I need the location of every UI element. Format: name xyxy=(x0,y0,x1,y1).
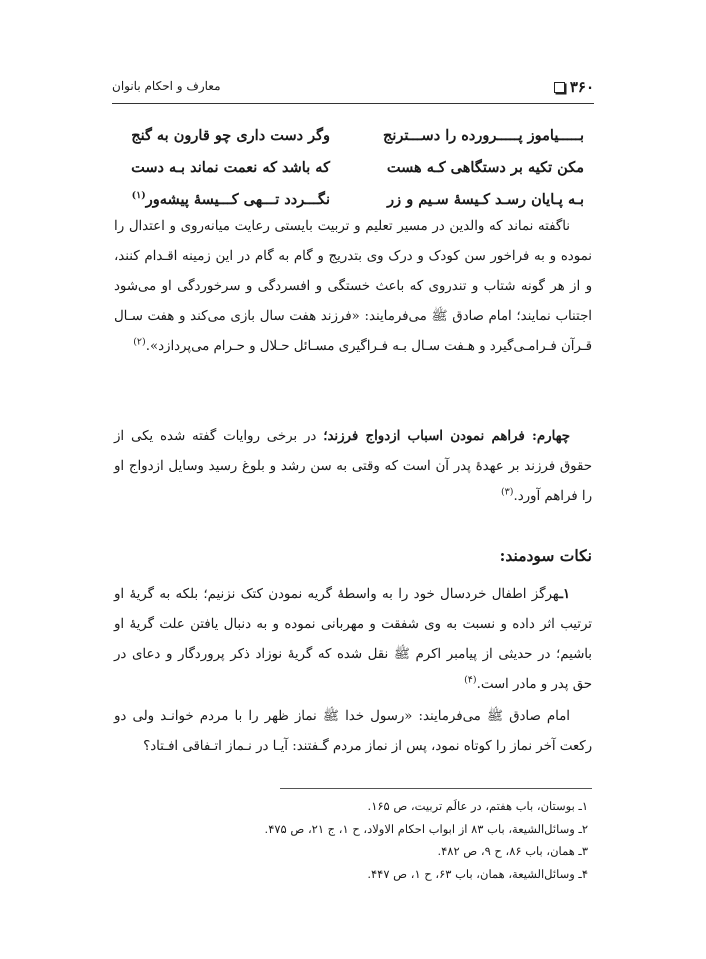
footnote: ۴ـ وسائل‌الشیعة، همان، باب ۶۳، ح ۱، ص ۴۴۷. xyxy=(367,866,588,881)
page-number-text: ۳۶۰ xyxy=(569,78,594,96)
footnote-ref: (۳) xyxy=(500,486,514,498)
footnote-ref: (۱) xyxy=(131,189,146,201)
footnote-ref: (۴) xyxy=(464,674,477,686)
paragraph-text xyxy=(114,702,592,762)
poem-text: نگـــردد تـــهی کـــیسهٔ پیشه‌ور xyxy=(145,190,330,208)
paragraph-body: در برخی روایات گفته شده یکی از حقوق فرزند بر عهدهٔ پدر آن است که وقتی به سن رشد و بلوغ رسید وسایل ازدواج او را فراهم آورد. xyxy=(114,429,592,504)
poem-verse xyxy=(130,183,584,215)
poem-hemistich-left: که باشد که نعمت نماند بـه دست xyxy=(131,158,330,176)
paragraph-text xyxy=(114,212,592,362)
paragraph-body: ناگفته نماند که والدین در مسیر تعلیم و تربیت بایستی رعایت میانه‌روی و اعتدال را نموده و به فراخور سن کودک و درک وی بتدریج و گام به گام در این زمینه اقـدام کنند، و از هر گونه شتاب و تندروی که باعث خستگی و افسردگی و سرخوردگی او می‌شود اجتناب نمایند؛ امام صادق ﷺ می‌فرمایند: «فرزند هفت سال بازی می‌کند و هفت سـال قـرآن فـرامـی‌گیرد و هـفت سـال بـه فـراگیری مسـائل حـلال و حـرام می‌پردازد». xyxy=(114,219,592,354)
paragraph-4 xyxy=(114,702,592,762)
paragraph-body: هرگز اطفال خردسال خود را به واسطهٔ گریه نمودن کتک نزنیم؛ بلکه به گریهٔ او ترتیب اثر داده و نسبت به وی شفقت و مهربانی نموده و به دنبال یافتن علت گریهٔ او باشیم؛ در حدیثی از پیامبر اکرم ﷺ نقل شده که گریهٔ نوزاد ذکر پروردگار و دعای در حق پدر و مادر است. xyxy=(114,587,592,692)
page-number xyxy=(554,78,594,96)
header-rule xyxy=(112,103,594,104)
poem-hemistich-left: وگر دست داری چو قارون به گنج xyxy=(131,126,330,144)
paragraph-3 xyxy=(114,580,592,700)
poem-hemistich-right: بـــــیاموز پـــــرورده را دســـترنج xyxy=(383,126,584,144)
footnote: ۳ـ همان، باب ۸۶، ح ۹، ص ۴۸۲. xyxy=(437,844,588,858)
footnote-rule xyxy=(280,788,592,789)
footnote-ref: (۲) xyxy=(133,336,146,348)
footnote: ۱ـ بوستان، باب هفتم، در عالَم تربیت، ص ۱۶۵. xyxy=(367,799,588,813)
page-header xyxy=(112,78,594,100)
square-bullet-icon xyxy=(554,82,565,93)
section-heading: نکات سودمند: xyxy=(499,546,592,565)
paragraph-text xyxy=(114,580,592,700)
footnote: ۲ـ وسائل‌الشیعة، باب ۸۳ از ابواب احکام الاولاد، ح ۱، ج ۲۱، ص ۴۷۵. xyxy=(264,821,588,836)
footnotes xyxy=(114,795,588,885)
poem-block xyxy=(130,119,584,215)
item-number: ۱ـ xyxy=(558,587,570,602)
running-title: معارف و احکام بانوان xyxy=(112,79,221,93)
poem-hemistich-left xyxy=(130,191,330,208)
poem-verse xyxy=(130,119,584,151)
paragraph-lead: چهارم: فراهم نمودن اسباب ازدواج فرزند؛ xyxy=(323,429,570,444)
paragraph-2 xyxy=(114,422,592,512)
paragraph-text xyxy=(114,422,592,512)
poem-hemistich-right: مکن تکیه بر دستگاهی کـه هست xyxy=(386,158,584,176)
poem-verse xyxy=(130,151,584,183)
paragraph-1 xyxy=(114,212,592,362)
poem-hemistich-right: بـه پـایان رسـد کـیسهٔ سـیم و زر xyxy=(387,190,584,208)
paragraph-body: امام صادق ﷺ می‌فرمایند: «رسول خدا ﷺ نماز ظهر را با مردم خوانـد ولی دو رکعت آخر نماز را کوتاه نمود، پس از نماز مردم گـفتند: آیـا در نـماز اتـفاقی افـتاد؟ xyxy=(114,709,592,754)
